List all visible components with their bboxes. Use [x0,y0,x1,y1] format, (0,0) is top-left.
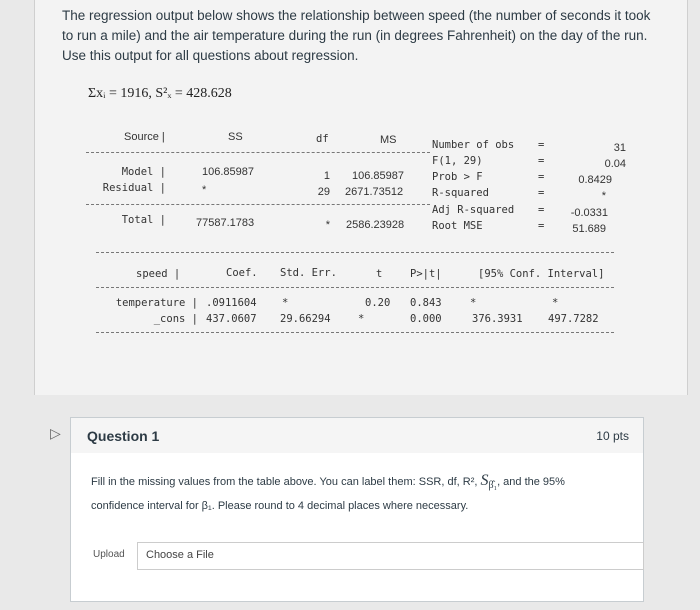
stat-value: 0.8429 [578,174,612,186]
coef-row-var: temperature | [115,297,198,309]
stat-eq: = [538,187,545,199]
coef-row-hi: 497.7282 [548,313,599,325]
stat-value: -0.0331 [570,207,608,219]
anova-model-label: Model | [121,166,166,178]
s-subscript: β̂₁ [488,480,498,492]
coef-header-coef: Coef. [226,267,258,279]
stat-value: 0.04 [604,158,626,170]
stat-value: 31 [613,142,626,154]
stat-value: 51.689 [572,223,606,235]
question-points: 10 pts [596,429,629,443]
coef-header-ci: [95% Conf. Interval] [478,268,605,280]
coef-row-lo: * [470,297,477,309]
coef-row-se: 29.66294 [280,313,331,325]
anova-divider-mid [86,204,430,205]
coef-row-se: * [282,297,289,309]
anova-divider-top [86,152,430,153]
anova-residual-ss: * [202,184,207,196]
coef-row-coef: 437.0607 [206,313,257,325]
stat-value: * [601,190,606,202]
coef-header-se: Std. Err. [280,267,337,279]
stat-label: Number of obs [432,139,515,151]
coef-row-hi: * [552,297,559,309]
stat-label: Root MSE [432,220,483,232]
stat-label: Adj R-squared [432,204,515,216]
anova-total-df: * [325,219,330,231]
anova-total-ms: 2586.23928 [346,219,405,231]
coef-row-p: 0.843 [410,297,442,309]
coef-row-var: _cons | [153,313,198,325]
anova-header-ss: SS [228,131,243,143]
stat-label: F(1, 29) [432,155,483,167]
coef-header-var: speed | [136,268,181,280]
anova-residual-label: Residual | [102,182,166,194]
bookmark-flag-icon[interactable]: ▷ [50,425,61,441]
stat-label: Prob > F [432,171,483,183]
choose-file-button[interactable]: Choose a File [146,549,214,561]
upload-label: Upload [93,549,125,560]
question-title: Question 1 [87,428,160,444]
s-symbol: S [480,472,489,489]
coef-header-p: P>|t| [410,268,442,280]
anova-model-df: 1 [323,170,330,182]
question-body [70,453,644,602]
stat-eq: = [538,204,545,216]
stat-eq: = [538,139,545,151]
stat-eq: = [538,155,545,167]
question-header [70,417,644,455]
coef-row-coef: .0911604 [206,297,257,309]
anova-model-ms: 106.85987 [352,170,404,182]
file-upload-field[interactable] [137,542,644,570]
question-text [91,471,621,516]
coef-row-t: * [358,313,365,325]
coef-row-t: 0.20 [365,297,391,309]
anova-total-label: Total | [121,214,166,226]
coef-row-lo: 376.3931 [472,313,523,325]
anova-model-ss: 106.85987 [202,166,254,178]
stat-eq: = [538,171,545,183]
anova-residual-ms: 2671.73512 [345,186,404,198]
coef-row-p: 0.000 [410,313,442,325]
stat-label: R-squared [432,187,489,199]
question-text-part-a: Fill in the missing values from the table above. You can label them: SSR, df, R², [91,476,481,488]
anova-total-ss: 77587.1783 [196,217,255,229]
coef-divider-mid [96,287,614,288]
intro-text: The regression output below shows the relationship between speed (the number of seconds it took to run a mile) and the air temperature during the run (in degrees Fahrenheit) on the day of the run. Use this output for all questions about regression. [62,8,651,63]
anova-header-ms: MS [380,134,397,146]
coef-divider-bottom [96,332,614,333]
anova-header-source: Source | [124,131,165,143]
question-text-part-b: , and the 95% confidence interval for β₁. Please round to 4 decimal places where necessary. [91,476,565,513]
anova-residual-df: 29 [317,186,330,198]
anova-header-df: df [316,133,329,145]
coef-divider-top [96,252,614,253]
coef-header-t: t [376,268,383,280]
summary-formula: Σxᵢ = 1916, S²ₓ = 428.628 [88,86,232,101]
stat-eq: = [538,220,545,232]
